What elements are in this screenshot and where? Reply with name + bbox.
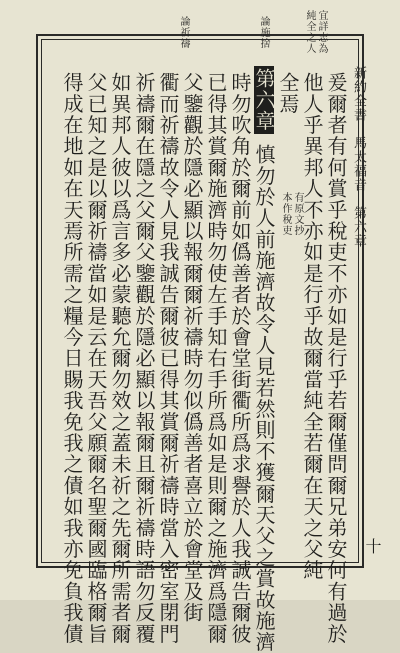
- margin-note-perfect-2: 純全之人: [304, 10, 315, 54]
- chapter-label: 第六章: [252, 68, 276, 132]
- margin-note-almsgiving: 論施捨: [258, 16, 269, 49]
- margin-note-prayer: 論祈禱: [178, 16, 189, 49]
- inline-gloss-2: 本作稅吏: [280, 192, 291, 236]
- text-column-12: 得成在地如在天焉所需之糧今日賜我免我之債如我亦免負我債: [60, 72, 84, 645]
- text-column-4: 慎勿於人前施濟故令人見若然則不獲爾天父之賞故施濟: [252, 144, 276, 653]
- text-column-2: 他人乎異邦人不亦如是行乎故爾當純全若爾在天之父純: [300, 72, 324, 581]
- margin-note-perfect: 宜詳志為: [316, 10, 327, 54]
- text-column-1: 爰爾者有何賞乎稅吏不亦如是行乎若爾僅問爾兄弟安何有過於: [324, 72, 348, 645]
- text-column-8: 衢而祈禱故令人見我誠告爾彼已得其賞爾祈禱時當入密室閉門: [156, 72, 180, 645]
- text-column-7: 父鑒觀於隱必顯以報爾爾祈禱時勿似僞善者喜立於會堂及街: [180, 72, 204, 624]
- text-column-3: 全焉: [276, 72, 300, 115]
- text-column-5: 時勿吹角於爾前如僞善者於會堂街衢所爲求譽於人我誠告爾彼: [228, 72, 252, 645]
- text-column-6: 已得其賞爾施濟時勿使左手知右手所爲如是則爾之施濟爲隱爾: [204, 72, 228, 645]
- text-column-10: 如異邦人彼以爲言多必蒙聽允爾勿效之蓋未祈之先爾所需者爾: [108, 72, 132, 645]
- text-column-11: 父已知之是以爾祈禱當如是云在天吾父願爾名聖爾國臨格爾旨: [84, 72, 108, 645]
- page-number: 十: [363, 538, 382, 554]
- chapter-heading: [254, 66, 274, 134]
- text-column-9: 祈禱爾在隱之父爾父鑒觀於隱必顯以報爾且爾祈禱時語勿反覆: [132, 72, 156, 645]
- inline-gloss-1: 有原文抄: [292, 192, 303, 236]
- book-title: 新約全書 馬太福音 第六章: [351, 66, 366, 248]
